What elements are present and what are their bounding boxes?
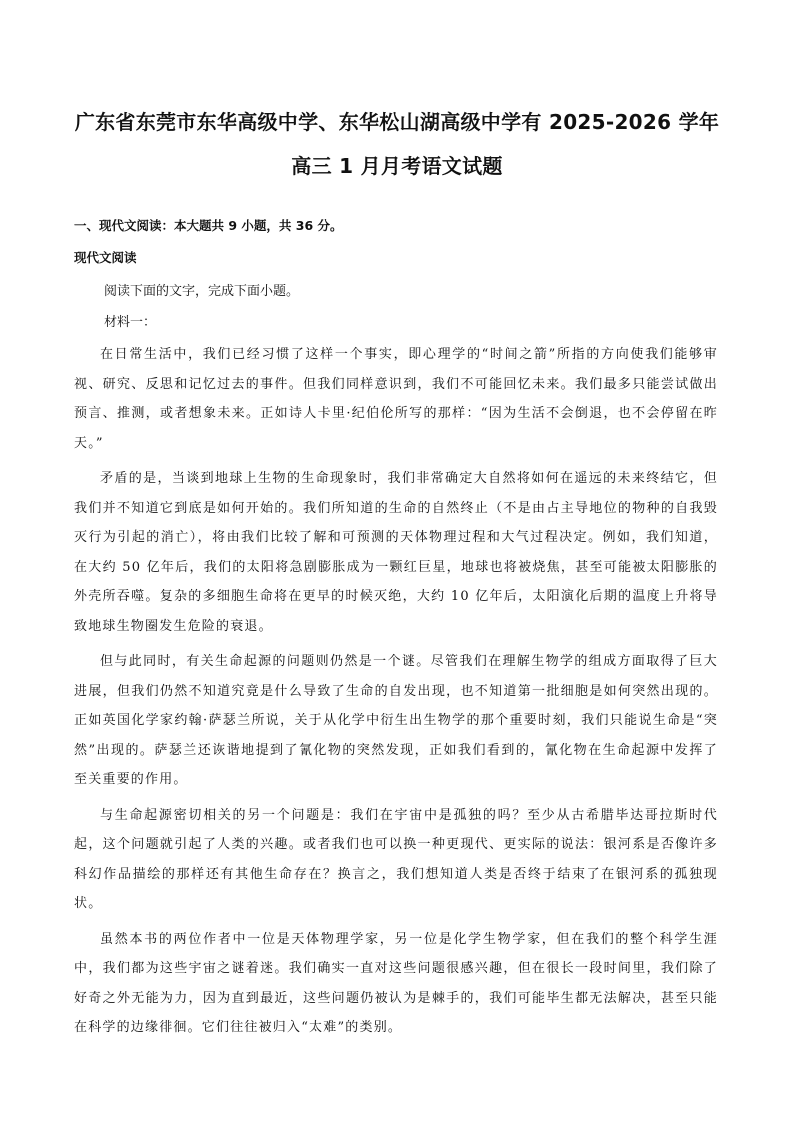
material-label: 材料一： [104,315,157,330]
article-paragraph: 虽然本书的两位作者中一位是天体物理学家，另一位是化学生物学家，但在我们的整个科学生涯中，我们都为这些宇宙之谜着迷。我们确实一直对这些问题很感兴趣，但在很长一段时间里，我们除了好奇之外无能为力，因为直到最近，这些问题仍被认为是棘手的，我们可能毕生都无法解决，甚至只能在科学的边缘徘徊。它们往往被归入“太难”的类别。 [74,931,718,1035]
exam-title [60,100,734,188]
article-paragraph: 与生命起源密切相关的另一个问题是：我们在宇宙中是孤独的吗？至少从古希腊毕达哥拉斯时代起，这个问题就引起了人类的兴趣。或者我们也可以换一种更现代、更实际的说法：银河系是否像许多科幻作品描绘的那样还有其他生命存在？换言之，我们想知道人类是否终于结束了在银河系的孤独现状。 [74,807,718,911]
exam-title-line-2: 高三 1 月月考语文试题 [291,154,503,178]
article-paragraph: 矛盾的是，当谈到地球上生物的生命现象时，我们非常确定大自然将如何在遥远的未来终结它，但我们并不知道它到底是如何开始的。我们所知道的生命的自然终止（不是由占主导地位的物种的自我毁灭行为引起的消亡），将由我们比较了解和可预测的天体物理过程和大气过程决定。例如，我们知道，在大约 50 亿年后，我们的太阳将急剧膨胀成为一颗红巨星，地球也将被烧焦，甚至可能被太阳膨胀的外壳所吞噬。复杂的多细胞生命将在更早的时候灭绝，大约 10 亿年后，太阳演化后期的温度上升将导致地球生物圈发生危险的衰退。 [74,471,718,634]
article-paragraph: 但与此同时，有关生命起源的问题则仍然是一个谜。尽管我们在理解生物学的组成方面取得了巨大进展，但我们仍然不知道究竟是什么导致了生命的自发出现，也不知道第一批细胞是如何突然出现的。正如英国化学家约翰·萨瑟兰所说，关于从化学中衍生出生物学的那个重要时刻，我们只能说生命是“突然”出现的。萨瑟兰还诙谐地提到了氰化物的突然发现，正如我们看到的，氰化物在生命起源中发挥了至关重要的作用。 [74,654,718,787]
article-paragraph: 在日常生活中，我们已经习惯了这样一个事实，即心理学的“时间之箭”所指的方向使我们能够审视、研究、反思和记忆过去的事件。但我们同样意识到，我们不可能回忆未来。我们最多只能尝试做出预言、推测，或者想象未来。正如诗人卡里·纪伯伦所写的那样：“因为生活不会倒退，也不会停留在昨天。” [74,347,718,451]
reading-instruction: 阅读下面的文字，完成下面小题。 [104,284,300,299]
sub-heading: 现代文阅读 [74,250,137,265]
section-heading: 一、现代文阅读：本大题共 9 小题，共 36 分。 [74,218,343,233]
article-body [74,340,718,1049]
exam-title-line-1: 广东省东莞市东华高级中学、东华松山湖高级中学有 2025-2026 学年 [74,110,720,134]
